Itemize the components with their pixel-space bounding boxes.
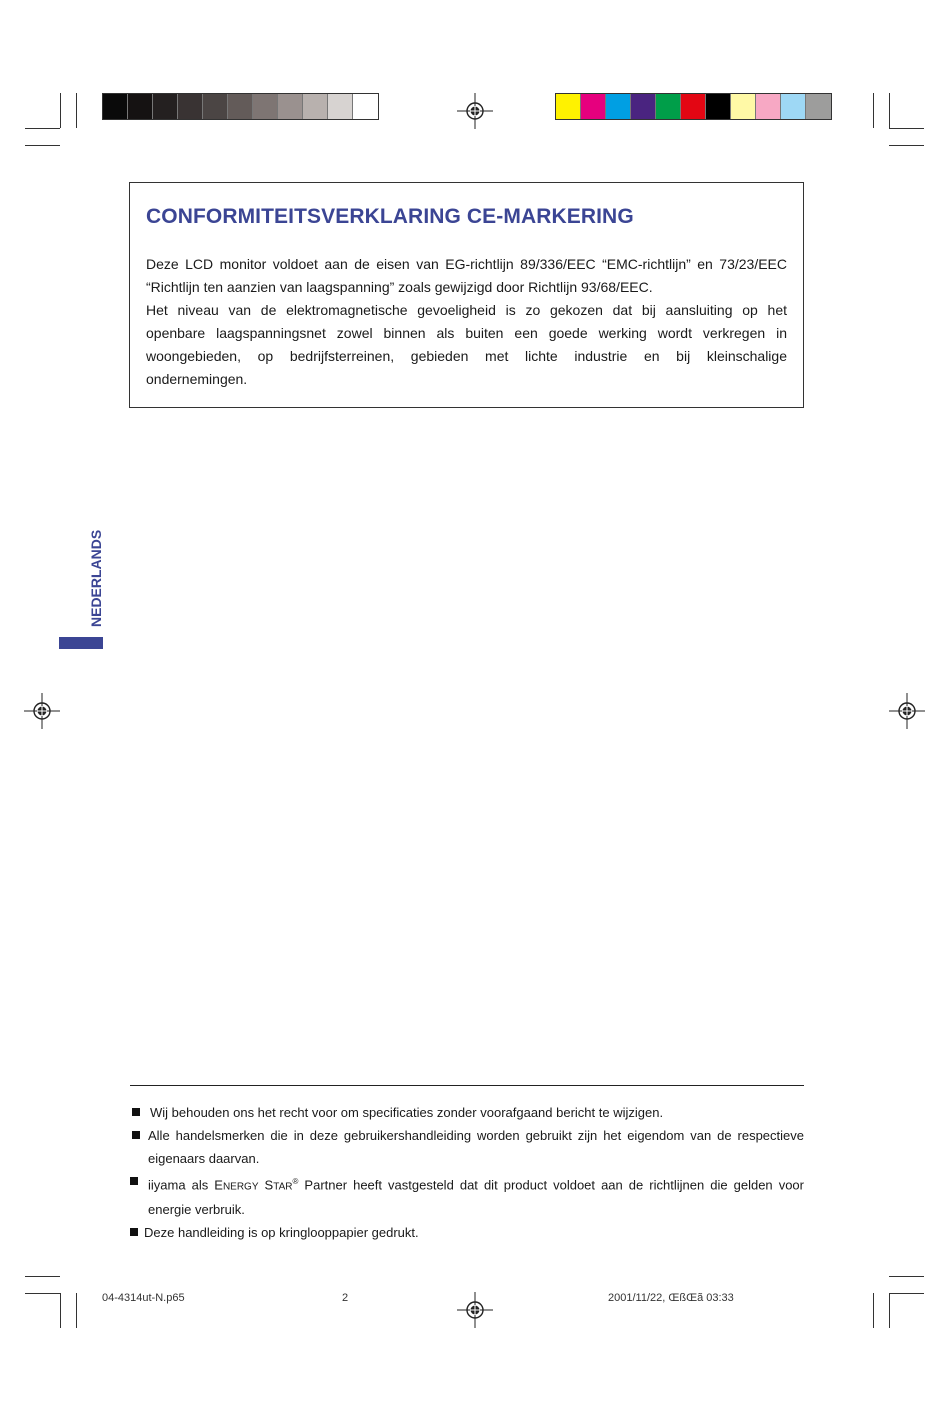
crop-mark	[25, 128, 60, 129]
note-text: energie verbruik.	[148, 1202, 245, 1218]
square-bullet-icon	[130, 1177, 138, 1185]
crop-mark	[889, 1293, 924, 1294]
color-swatch	[228, 94, 253, 119]
energy-star-smallcaps: TAR	[273, 1181, 293, 1193]
crop-mark	[25, 145, 60, 146]
color-swatch	[631, 94, 656, 119]
text-line: ondernemingen.	[146, 371, 248, 387]
note-item	[130, 1124, 804, 1170]
text-line: woongebieden, op bedrijfsterreinen, gebieden met lichte industrie en bij kleinschalige	[146, 348, 787, 364]
color-swatch	[253, 94, 278, 119]
text-line: Deze LCD monitor voldoet aan de eisen van EG-richtlijn 89/336/EEC “EMC-richtlijn” en 73/23/EEC	[146, 256, 787, 272]
crop-mark	[25, 1276, 60, 1277]
color-swatch	[656, 94, 681, 119]
footer-timestamp: 2001/11/22, ŒßŒã 03:33	[608, 1292, 734, 1304]
color-swatch	[756, 94, 781, 119]
crop-mark	[76, 93, 77, 128]
square-bullet-icon	[132, 1131, 140, 1139]
crop-mark	[889, 1293, 890, 1328]
text-line: Het niveau van de elektromagnetische gevoeligheid is zo gekozen dat bij aansluiting op het	[146, 302, 787, 318]
note-text: Deze handleiding is op kringlooppapier gedrukt.	[144, 1225, 419, 1241]
declaration-paragraph-2	[146, 299, 787, 391]
color-swatch	[581, 94, 606, 119]
note-item	[130, 1170, 804, 1221]
color-swatch	[328, 94, 353, 119]
color-swatch	[153, 94, 178, 119]
process-color-bar	[555, 93, 832, 120]
registration-mark-icon	[24, 693, 60, 729]
notes-list	[130, 1101, 804, 1244]
color-swatch	[303, 94, 328, 119]
crop-mark	[76, 1293, 77, 1328]
color-swatch	[128, 94, 153, 119]
crop-mark	[873, 93, 874, 128]
crop-mark	[25, 1293, 60, 1294]
color-swatch	[806, 94, 831, 119]
energy-star-letter: S	[264, 1177, 274, 1193]
footer-filename: 04-4314ut-N.p65	[102, 1292, 185, 1304]
text-line: openbare laagspanningsnet zowel binnen als buiten een goede werking wordt verkregen in	[146, 325, 787, 341]
color-swatch	[278, 94, 303, 119]
note-text	[148, 1170, 804, 1198]
crop-mark	[889, 93, 890, 128]
color-swatch	[731, 94, 756, 119]
registration-mark-icon	[457, 1292, 493, 1328]
language-tab-label: NEDERLANDS	[88, 529, 104, 627]
square-bullet-icon	[132, 1108, 140, 1116]
color-swatch	[353, 94, 378, 119]
crop-mark	[60, 93, 61, 128]
note-text: eigenaars daarvan.	[148, 1151, 260, 1166]
grayscale-color-bar	[102, 93, 379, 120]
crop-mark	[873, 1293, 874, 1328]
note-item	[130, 1101, 804, 1124]
notes-divider	[130, 1085, 804, 1086]
registration-mark-icon	[457, 93, 493, 129]
color-swatch	[681, 94, 706, 119]
crop-mark	[889, 145, 924, 146]
color-swatch	[706, 94, 731, 119]
square-bullet-icon	[130, 1228, 138, 1236]
color-swatch	[606, 94, 631, 119]
footer-page-number: 2	[342, 1292, 349, 1304]
declaration-title: CONFORMITEITSVERKLARING CE-MARKERING	[146, 205, 634, 228]
registered-mark: ®	[292, 1177, 299, 1186]
color-swatch	[203, 94, 228, 119]
crop-mark	[889, 128, 924, 129]
ce-declaration-box	[129, 182, 804, 408]
note-text-part: iiyama als	[148, 1177, 215, 1193]
note-text: Alle handelsmerken die in deze gebruikershandleiding worden gebruikt zijn het eigendom van de respectieve	[148, 1128, 804, 1143]
declaration-paragraph-1	[146, 253, 787, 299]
text-line: “Richtlijn ten aanzien van laagspanning” zoals gewijzigd door Richtlijn 93/68/EEC.	[146, 279, 653, 295]
energy-star-letter: E	[214, 1177, 223, 1193]
registration-mark-icon	[889, 693, 925, 729]
language-tab-bar	[59, 637, 103, 649]
note-item	[130, 1221, 804, 1244]
crop-mark	[60, 1293, 61, 1328]
color-swatch	[178, 94, 203, 119]
color-swatch	[103, 94, 128, 119]
color-swatch	[556, 94, 581, 119]
energy-star-smallcaps: NERGY	[222, 1181, 259, 1193]
color-swatch	[781, 94, 806, 119]
note-text: Wij behouden ons het recht voor om specificaties zonder voorafgaand bericht te wijzigen.	[150, 1105, 664, 1120]
note-text-part: Partner heeft vastgesteld dat dit product voldoet aan de richtlijnen die gelden voor	[298, 1177, 804, 1193]
crop-mark	[889, 1276, 924, 1277]
